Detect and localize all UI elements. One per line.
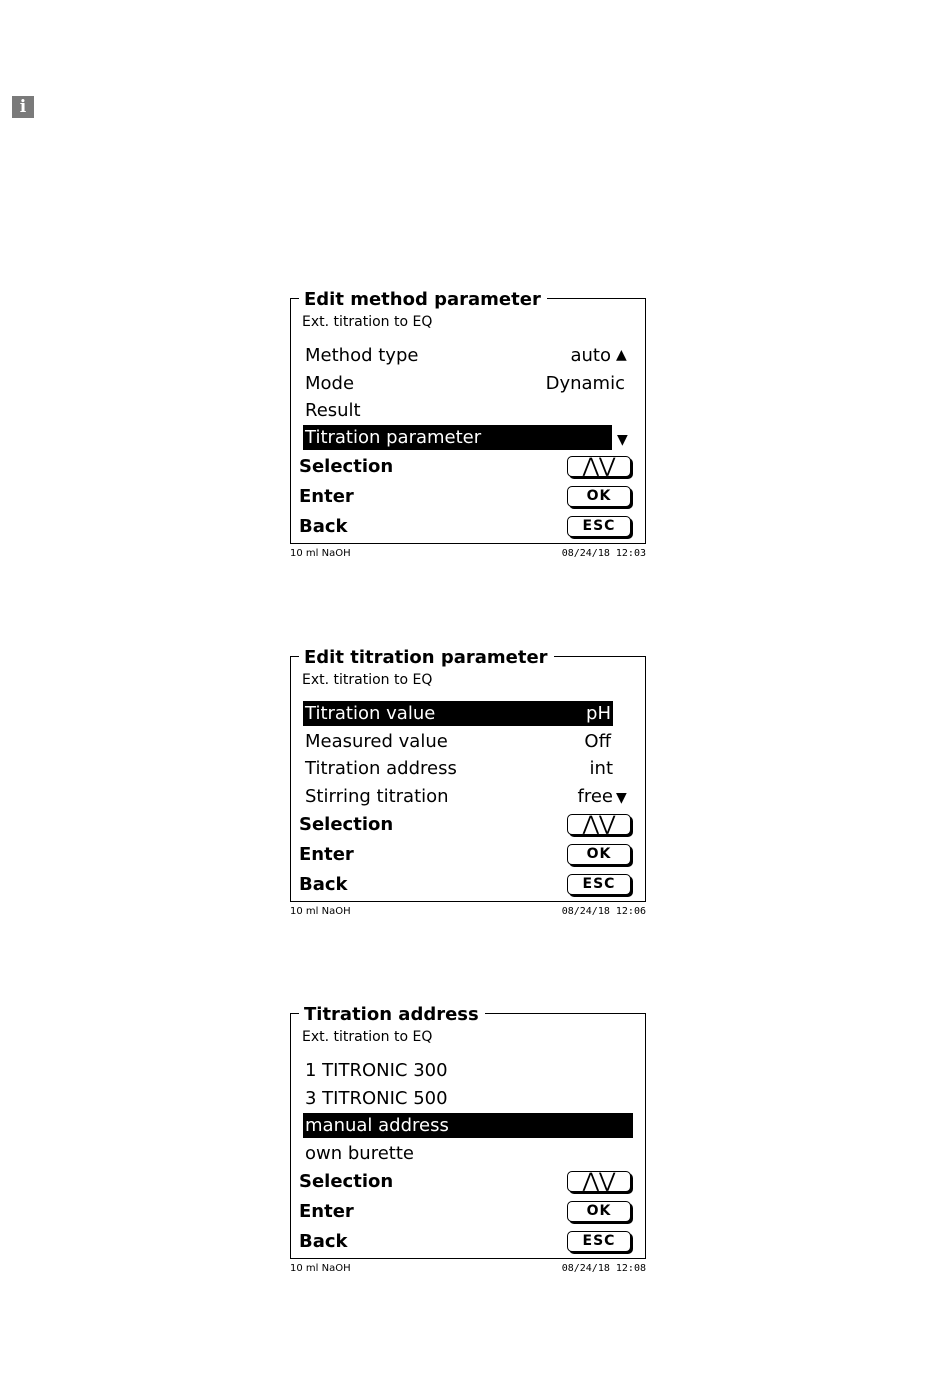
row-label: Titration parameter <box>305 427 482 448</box>
row-titration-value[interactable] <box>303 701 613 726</box>
selection-label: Selection <box>299 456 394 477</box>
up-down-arrow-key[interactable]: ⋀⋁ <box>567 456 631 477</box>
esc-key[interactable]: ESC <box>567 516 631 537</box>
item-label: 3 TITRONIC 500 <box>305 1088 448 1109</box>
ok-key[interactable]: OK <box>567 1201 631 1222</box>
burette-info: 10 ml NaOH <box>290 906 351 917</box>
row-label: Titration value <box>305 703 436 724</box>
row-value: auto <box>570 345 611 366</box>
row-value: int <box>589 758 613 779</box>
screen-subtitle: Ext. titration to EQ <box>302 314 433 330</box>
row-label: Stirring titration <box>305 786 449 807</box>
row-label: Method type <box>305 345 419 366</box>
enter-label: Enter <box>299 844 354 865</box>
screen-title: Edit method parameter <box>299 290 547 310</box>
row-label: Result <box>305 400 361 421</box>
row-label: Measured value <box>305 731 448 752</box>
screen-title: Edit titration parameter <box>299 648 554 668</box>
row-value: pH <box>586 703 611 724</box>
screen-subtitle: Ext. titration to EQ <box>302 1029 433 1045</box>
titration-address-screen <box>289 1005 647 1283</box>
date-time: 08/24/18 12:06 <box>561 906 646 917</box>
screen-title: Titration address <box>299 1005 485 1025</box>
scroll-up-icon: ▲ <box>616 347 627 363</box>
row-label: Mode <box>305 373 355 394</box>
row-result[interactable] <box>303 398 611 423</box>
info-icon: i <box>12 96 34 118</box>
scroll-down-icon: ▼ <box>617 432 628 448</box>
date-time: 08/24/18 12:03 <box>561 548 646 559</box>
list-item[interactable] <box>303 1086 633 1111</box>
item-label: own burette <box>305 1143 414 1164</box>
scroll-down-icon: ▼ <box>616 790 627 806</box>
row-titration-address[interactable] <box>303 756 613 781</box>
row-titration-parameter[interactable] <box>303 425 612 450</box>
selection-label: Selection <box>299 814 394 835</box>
list-item-selected[interactable] <box>303 1113 633 1138</box>
burette-info: 10 ml NaOH <box>290 548 351 559</box>
row-value: Dynamic <box>545 373 625 394</box>
list-item[interactable] <box>303 1058 633 1083</box>
screen-subtitle: Ext. titration to EQ <box>302 672 433 688</box>
ok-key[interactable]: OK <box>567 486 631 507</box>
back-label: Back <box>299 516 348 537</box>
row-mode[interactable] <box>303 371 625 396</box>
row-method-type[interactable] <box>303 343 611 368</box>
esc-key[interactable]: ESC <box>567 1231 631 1252</box>
item-label: manual address <box>305 1115 449 1136</box>
enter-label: Enter <box>299 486 354 507</box>
edit-titration-parameter-screen <box>289 648 647 926</box>
back-label: Back <box>299 874 348 895</box>
esc-key[interactable]: ESC <box>567 874 631 895</box>
edit-method-parameter-screen <box>289 290 647 568</box>
row-value: free <box>577 786 613 807</box>
selection-label: Selection <box>299 1171 394 1192</box>
list-item[interactable] <box>303 1141 633 1166</box>
row-measured-value[interactable] <box>303 729 613 754</box>
row-value: Off <box>584 731 611 752</box>
back-label: Back <box>299 1231 348 1252</box>
row-label: Titration address <box>305 758 457 779</box>
enter-label: Enter <box>299 1201 354 1222</box>
row-stirring-titration[interactable] <box>303 784 613 809</box>
ok-key[interactable]: OK <box>567 844 631 865</box>
item-label: 1 TITRONIC 300 <box>305 1060 448 1081</box>
burette-info: 10 ml NaOH <box>290 1263 351 1274</box>
date-time: 08/24/18 12:08 <box>561 1263 646 1274</box>
up-down-arrow-key[interactable]: ⋀⋁ <box>567 1171 631 1192</box>
up-down-arrow-key[interactable]: ⋀⋁ <box>567 814 631 835</box>
